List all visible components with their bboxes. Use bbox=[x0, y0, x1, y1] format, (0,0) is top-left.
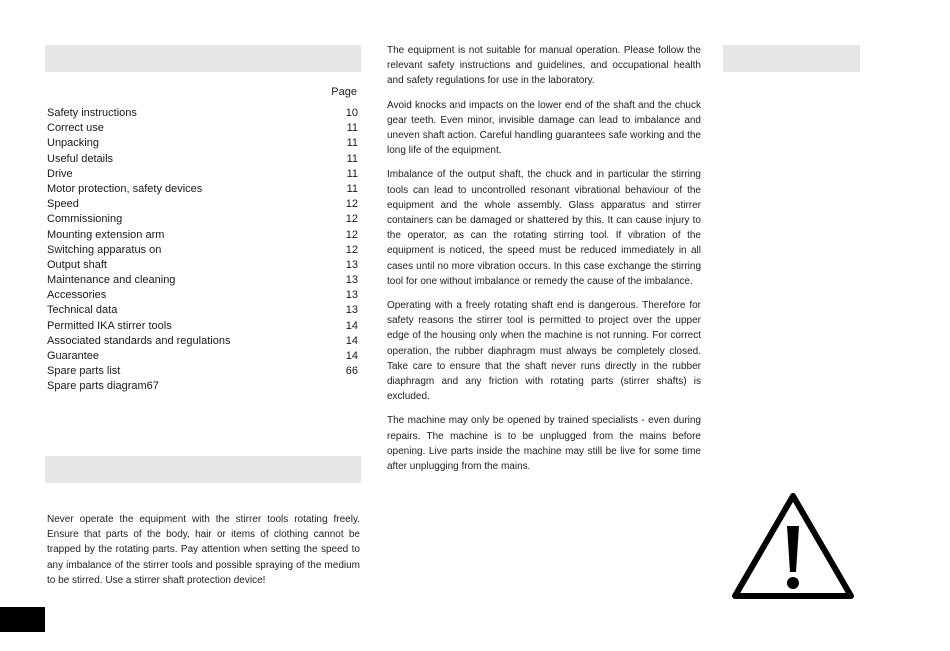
toc-entry bbox=[47, 258, 358, 273]
toc-entry bbox=[47, 349, 358, 364]
toc-entry-title: Guarantee bbox=[47, 350, 99, 362]
paragraph-manual-operation: The equipment is not suitable for manual operation. Please follow the relevant safety instructions and guidelines, and occupational health and safety regulations for use in the laboratory. bbox=[387, 45, 701, 87]
toc-entry bbox=[47, 228, 358, 243]
toc-entry-page: 11 bbox=[346, 122, 358, 135]
toc-entry-page: 13 bbox=[345, 289, 358, 302]
paragraph-knocks-impacts: Avoid knocks and impacts on the lower end of the shaft and the chuck gear teeth. Even minor, invisible damage can lead to imbalance and uneven shaft action. Careful handling guarantees safe working and the long life of the equipment. bbox=[387, 99, 701, 157]
toc-entry-title: Mounting extension arm bbox=[47, 228, 165, 241]
toc-entry-title: Spare parts list bbox=[47, 365, 121, 378]
toc-entry bbox=[47, 136, 358, 151]
left-safety-paragraph: Never operate the equipment with the stirrer tools rotating freely. Ensure that parts of the body, hair or items of clothing cannot be trapped by the rotating parts. Pay attention when setting the speed to any imbalance of the stirrer tools and possible spraying of the medium to be stirred. Use a stirrer shaft protection device! bbox=[47, 514, 360, 586]
toc-entry-page: 14 bbox=[345, 334, 358, 347]
toc-entry bbox=[47, 182, 358, 197]
toc-entry bbox=[47, 288, 358, 303]
toc-entry-title: Safety instructions bbox=[47, 107, 137, 119]
contents-header-bar bbox=[45, 45, 361, 72]
toc-entry bbox=[47, 273, 358, 288]
safety-header-bar bbox=[45, 456, 361, 483]
toc-entry bbox=[47, 334, 358, 349]
toc-entry-page: 12 bbox=[345, 243, 358, 256]
toc-entry-title: Motor protection, safety devices bbox=[47, 182, 203, 195]
toc-entry-title: Associated standards and regulations bbox=[47, 334, 231, 347]
toc-entry bbox=[47, 379, 358, 394]
toc-entry-title: Speed bbox=[47, 198, 79, 211]
toc-entry-page: 13 bbox=[345, 304, 358, 317]
table-of-contents bbox=[47, 106, 358, 395]
warning-triangle-icon bbox=[731, 490, 855, 602]
toc-entry-title: Technical data bbox=[47, 304, 118, 317]
paragraph-imbalance: Imbalance of the output shaft, the chuck and in particular the stirring tools can lead to uncontrolled resonant vibrational behaviour of the equipment and the whole assembly. Glass apparatus and stirrer containers can be damaged or shattered by this. It can cause injury to the operator, as can the rotating stirring tool. If vibration of the equipment is noticed, the speed must be reduced immediately in all cases until no more vibration occurs. In this case exchange the stirring tool for one without imbalance or remedy the cause of the imbalance. bbox=[387, 169, 701, 287]
toc-entry-page: 11 bbox=[346, 152, 358, 165]
toc-entry bbox=[47, 303, 358, 318]
toc-entry bbox=[47, 319, 358, 334]
toc-entry-page: 12 bbox=[345, 198, 358, 211]
toc-entry-title: Correct use bbox=[47, 122, 104, 135]
toc-entry-page: 13 bbox=[345, 258, 358, 271]
left-safety-text bbox=[47, 512, 360, 588]
toc-entry-title: Accessories bbox=[47, 289, 107, 302]
toc-entry bbox=[47, 152, 358, 167]
toc-entry-title: Useful details bbox=[47, 152, 114, 165]
toc-entry-page: 66 bbox=[345, 365, 358, 378]
toc-page-column-header: Page bbox=[331, 86, 357, 98]
toc-entry-page: 10 bbox=[345, 107, 358, 119]
right-header-bar bbox=[723, 45, 860, 72]
toc-entry-title: Unpacking bbox=[47, 137, 99, 150]
toc-entry-page: 11 bbox=[346, 167, 358, 180]
toc-entry-title: Drive bbox=[47, 167, 73, 180]
toc-entry bbox=[47, 243, 358, 258]
toc-entry bbox=[47, 121, 358, 136]
paragraph-rotating-shaft: Operating with a freely rotating shaft end is dangerous. Therefore for safety reasons the stirrer tool is permitted to project over the upper edge of the housing only when the machine is not running. For correct operation, the rubber diaphragm must always be completely closed. Take care to ensure that the shaft never runs directly in the rubber diaphragm and any friction with rotating parts (stirrer shafts) is excluded. bbox=[387, 300, 701, 403]
toc-entry-page: 12 bbox=[345, 228, 358, 241]
toc-entry-title: Permitted IKA stirrer tools bbox=[47, 319, 172, 332]
toc-entry-title: Commissioning bbox=[47, 213, 123, 226]
toc-entry-title: Spare parts diagram67 bbox=[47, 380, 159, 393]
toc-entry-page: 14 bbox=[345, 350, 358, 362]
toc-entry bbox=[47, 167, 358, 182]
toc-entry bbox=[47, 364, 358, 379]
toc-entry bbox=[47, 197, 358, 212]
toc-entry-page: 13 bbox=[345, 274, 358, 287]
toc-entry-page: 11 bbox=[346, 182, 358, 195]
toc-entry-page: 12 bbox=[345, 213, 358, 226]
toc-entry-page: 11 bbox=[346, 137, 358, 150]
toc-entry bbox=[47, 106, 358, 121]
paragraph-opening-machine: The machine may only be opened by trained specialists - even during repairs. The machine is to be unplugged from the mains before opening. Live parts inside the machine may still be live for some time after unplugging from the mains. bbox=[387, 415, 701, 473]
toc-entry-page: 14 bbox=[345, 319, 358, 332]
toc-entry-title: Output shaft bbox=[47, 258, 107, 271]
page-edge-marker bbox=[0, 607, 45, 632]
toc-entry-title: Maintenance and cleaning bbox=[47, 274, 176, 287]
toc-entry-title: Switching apparatus on bbox=[47, 243, 162, 256]
middle-text-column bbox=[387, 43, 701, 483]
toc-entry bbox=[47, 212, 358, 227]
